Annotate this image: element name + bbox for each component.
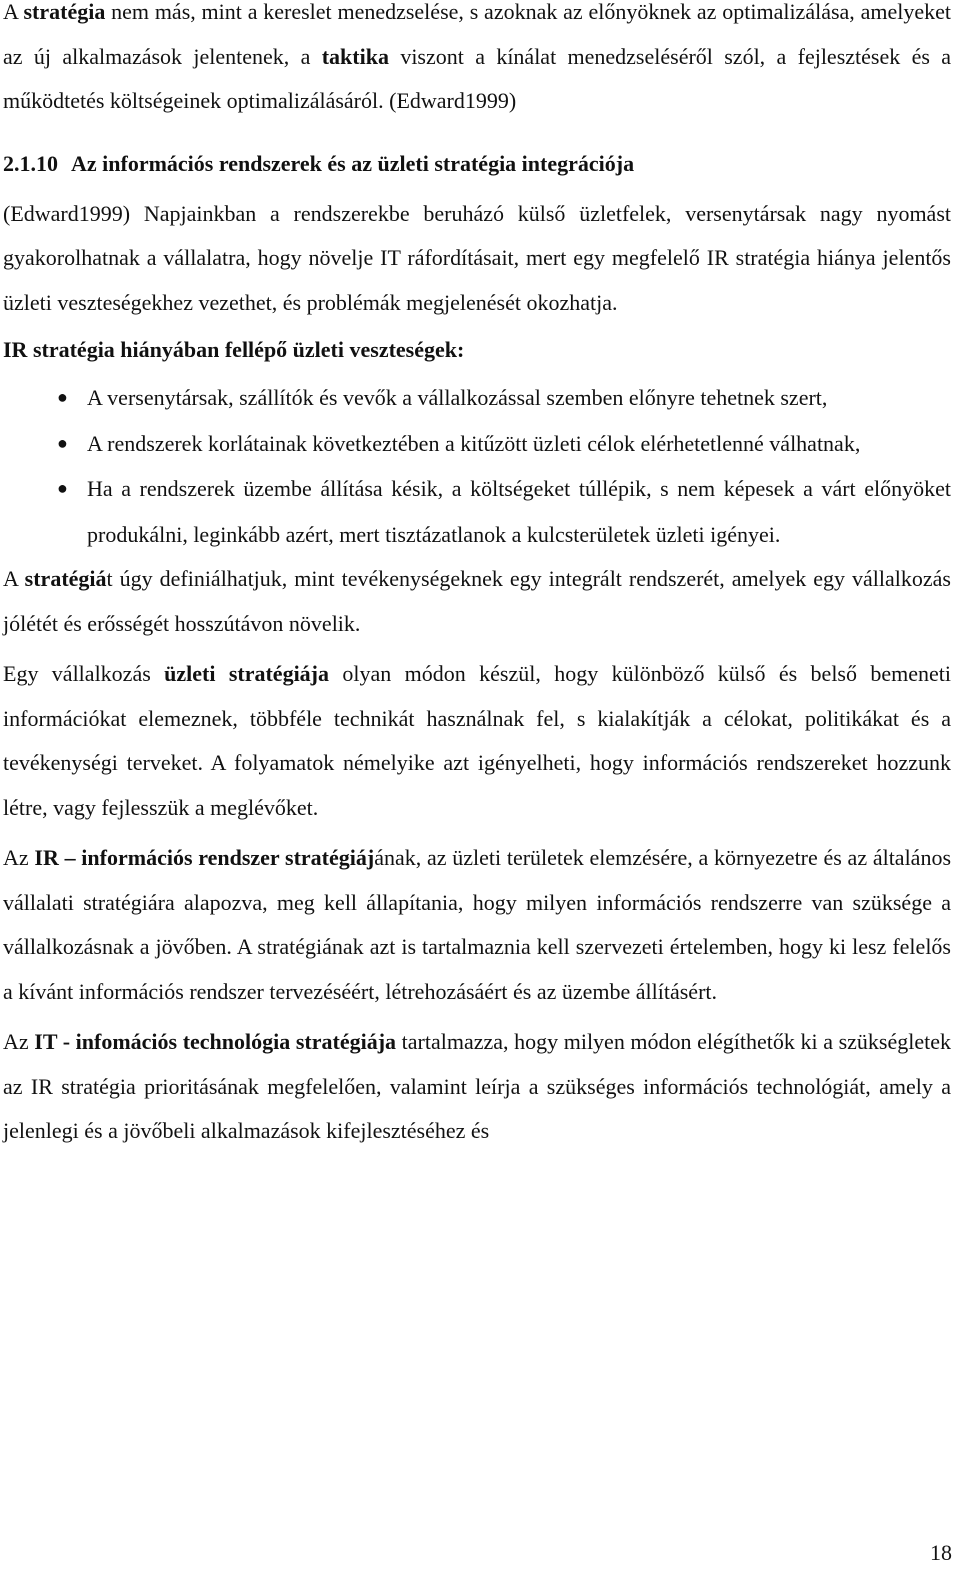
- paragraph-intro: (Edward1999) Napjainkban a rendszerekbe beruházó külső üzletfelek, versenytársak nagy nyomást gyakorolhatnak a vállalatra, hogy növelje IT ráfordításait, mert egy megfelelő IR stratégia hiánya jelentős üzleti veszteségekhez vezethet, és problémák megjelenését okozhatja.: [3, 200, 951, 315]
- paragraph-strategy-integrated: A stratégiát úgy definiálhatjuk, mint tevékenységeknek egy integrált rendszerét, amelyek egy vállalkozás jólétét és erősségét hosszútávon növelik.: [3, 566, 951, 636]
- section-number: 2.1.10: [3, 150, 58, 176]
- section-title: Az információs rendszerek és az üzleti stratégia integrációja: [71, 150, 635, 176]
- bullet-icon: ●: [57, 387, 68, 407]
- section-heading: [3, 142, 951, 186]
- bold-term-strategia: stratégia: [23, 0, 106, 24]
- bullet-icon: ●: [57, 432, 68, 453]
- bold-term-uzleti-strategia: üzleti stratégiája: [164, 661, 330, 686]
- page-number: 18: [930, 1540, 952, 1565]
- paragraph-ir-strategy: Az IR – információs rendszer stratégiájának, az üzleti területek elemzésére, a környezetre és az általános vállalati stratégiára alapozva, meg kell állapítania, hogy milyen információs rendszerre van szüksége a vállalkozásnak a jövőben. A stratégiának azt is tartalmaznia kell szervezeti értelemben, hogy ki lesz felelős a kívánt információs rendszer tervezéséért, létrehozásáért és az üzembe állításért.: [3, 845, 952, 1004]
- paragraph-strategy-definition: A stratégia nem más, mint a kereslet menedzselése, s azoknak az előnyöknek az optimalizálása, amelyeket az új alkalmazások jelentenek, a taktika viszont a kínálat menedzseléséről szól, a fejlesztések és a működtetés költségeinek optimalizálásáról. (Edward1999): [3, 0, 951, 113]
- subheading-losses: IR stratégia hiányában fellépő üzleti veszteségek:: [3, 337, 465, 362]
- bold-term-taktika: taktika: [321, 43, 389, 69]
- paragraph-it-strategy: Az IT - infomációs technológia stratégiája tartalmazza, hogy milyen módon elégíthetők ki a szükségletek az IR stratégia prioritásának megfelelően, valamint leírja a szükséges információs technológiát, amely a jelenlegi és a jövőbeli alkalmazások kifejlesztéséhez és: [3, 1029, 951, 1143]
- bold-term-ir-strategia: IR – információs rendszer stratégiáj: [34, 845, 375, 870]
- paragraph-business-strategy: Egy vállalkozás üzleti stratégiája olyan módon készül, hogy különböző külső és belső bemeneti információkat elemeznek, többféle technikát használnak fel, s kialakítják a célokat, politikákat és a tevékenységi terveket. A folyamatok némelyike azt igényelheti, hogy információs rendszereket hozzunk létre, vagy fejlesszük a meglévőket.: [3, 661, 951, 820]
- bold-term-it-strategia: IT - infomációs technológia stratégiája: [34, 1029, 397, 1054]
- list-item: ● A versenytársak, szállítók és vevők a vállalkozással szemben előnyre tehetnek szert,: [3, 375, 951, 421]
- list-item: ● Ha a rendszerek üzembe állítása késik, a költségeket túllépik, s nem képesek a várt előnyöket produkálni, leginkább azért, mert tisztázatlanok a kulcsterületek üzleti igényei.: [3, 466, 951, 557]
- document-page: [3, 0, 951, 1154]
- list-item: ● A rendszerek korlátainak következtében a kitűzött üzleti célok elérhetetlenné válhatnak,: [3, 421, 951, 467]
- bullet-icon: ●: [57, 478, 68, 498]
- bullet-list: [3, 375, 951, 557]
- bold-term-strategiat: stratégiá: [24, 566, 107, 591]
